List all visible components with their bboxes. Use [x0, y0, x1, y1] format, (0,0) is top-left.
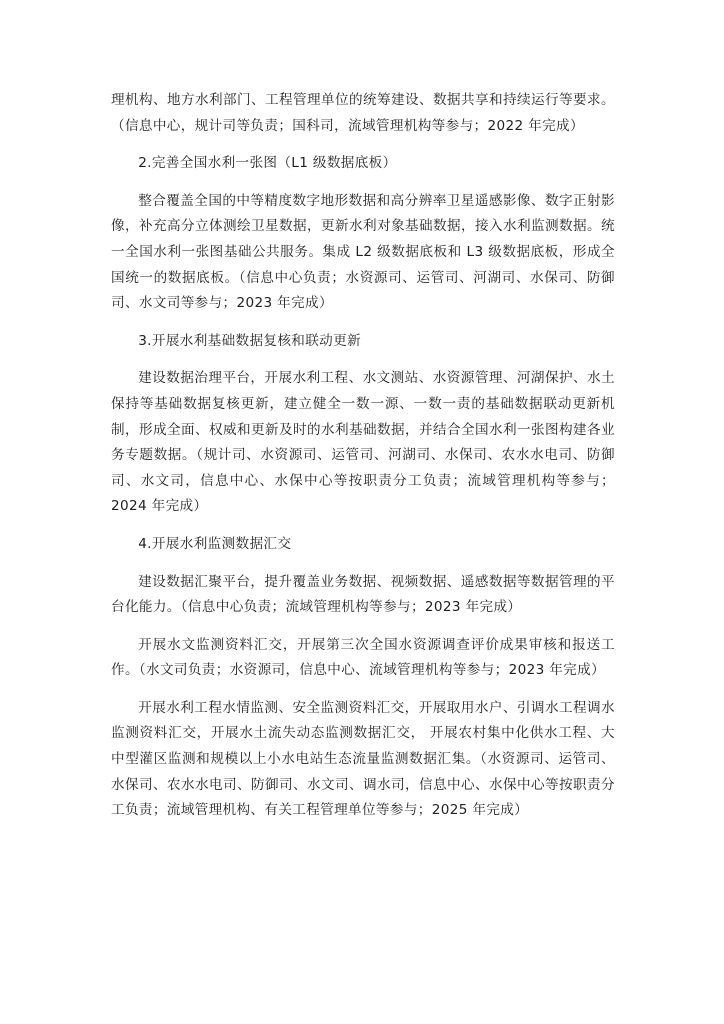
- paragraph-1: 理机构、地方水利部门、工程管理单位的统筹建设、数据共享和持续运行等要求。（信息中心，规计司等负责；国科司，流域管理机构等参与；2022 年完成）: [111, 92, 615, 134]
- document-body: [111, 88, 615, 824]
- paragraph-6: 开展水利工程水情监测、安全监测资料汇交，开展取用水户、引调水工程调水监测资料汇交，开展水土流失动态监测数据汇交， 开展农村集中化供水工程、大中型灌区监测和规模以上小水电站生态流量监测数据汇集。（水资源司、运管司、水保司、农水水电司、防御司、水文司、调水司，信息中心、水保中心等按职责分工负责；流域管理机构、有关工程管理单位等参与；2025 年完成）: [111, 699, 615, 819]
- paragraph-2: 整合覆盖全国的中等精度数字地形数据和高分辨率卫星遥感影像、数字正射影像，补充高分立体测绘卫星数据，更新水利对象基础数据，接入水利监测数据。统一全国水利一张图基础公共服务。集成 L2 级数据底板和 L3 级数据底板，形成全国统一的数据底板。（信息中心负责；水资源司、运管司、河湖司、水保司、防御司、水文司等参与；2023 年完成）: [111, 192, 615, 312]
- paragraph-3: 建设数据治理平台，开展水利工程、水文测站、水资源管理、河湖保护、水土保持等基础数据复核更新，建立健全一数一源、一数一责的基础数据联动更新机制，形成全面、权威和更新及时的水利基础数据，并结合全国水利一张图构建各业务专题数据。（规计司、水资源司、运管司、河湖司、水保司、农水水电司、防御司、水文司，信息中心、水保中心等按职责分工负责；流域管理机构等参与；2024 年完成）: [111, 370, 615, 515]
- paragraph-5: 开展水文监测资料汇交，开展第三次全国水资源调查评价成果审核和报送工作。（水文司负责；水资源司，信息中心、流域管理机构等参与；2023 年完成）: [111, 636, 615, 679]
- section-heading-2: 2.完善全国水利一张图（L1 级数据底板）: [138, 155, 397, 172]
- paragraph-4: 建设数据汇聚平台，提升覆盖业务数据、视频数据、遥感数据等数据管理的平台化能力。（信息中心负责；流域管理机构等参与；2023 年完成）: [111, 573, 615, 616]
- section-heading-4: 4.开展水利监测数据汇交: [138, 535, 292, 552]
- section-heading-3: 3.开展水利基础数据复核和联动更新: [138, 332, 362, 349]
